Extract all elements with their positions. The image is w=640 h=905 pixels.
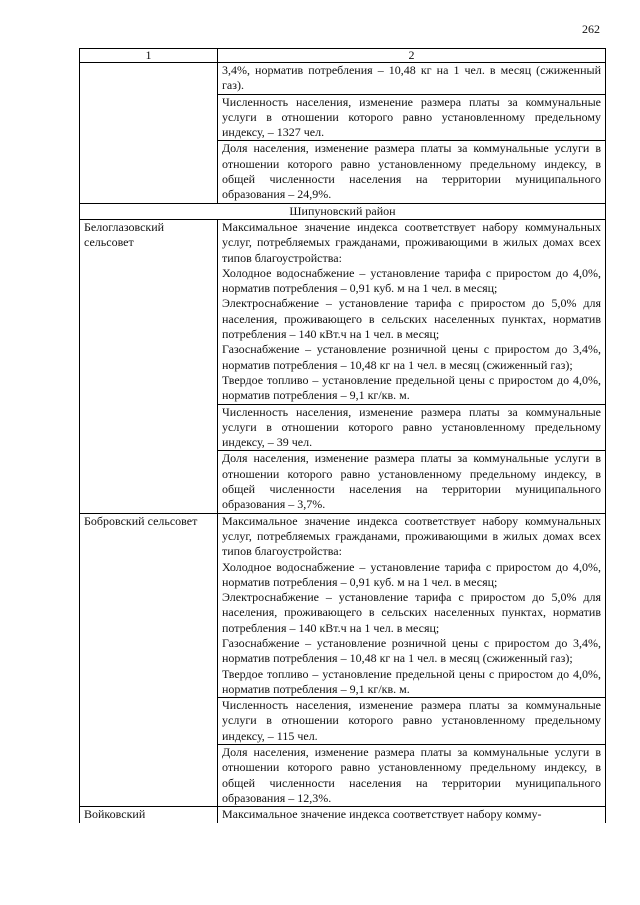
continuation-cell bbox=[218, 63, 606, 204]
index-description: Максимальное значение индекса соответствует набору комму- bbox=[222, 807, 542, 822]
municipality-details bbox=[218, 513, 606, 807]
table-row bbox=[80, 219, 606, 513]
municipality-name: Бобровский сельсовет bbox=[80, 513, 218, 807]
column-number-2: 2 bbox=[218, 49, 606, 63]
municipality-name: Белоглазовский сельсовет bbox=[80, 219, 218, 513]
continuation-row bbox=[80, 63, 606, 204]
municipality-details bbox=[218, 219, 606, 513]
region-title: Шипуновский район bbox=[80, 203, 606, 219]
municipality-details bbox=[218, 807, 606, 823]
continuation-paragraph: Численность населения, изменение размера платы за коммунальные услуги в отношении которого равно установленному предельному индексу, – 1327 чел. bbox=[218, 94, 605, 141]
municipality-name: Войковский bbox=[80, 807, 218, 823]
index-description: Максимальное значение индекса соответствует набору коммунальных услуг, потребляемых гражданами, проживающими в жилых домах всех типов благоустройства: Холодное водоснабжение – установление тарифа с приростом до 4,0%, норматив потребления – 0,91 куб. м на 1 чел. в месяц; Электроснабжение – установление тарифа с приростом до 5,0% для населения, проживающего в сельских населенных пунктах, норматив потребления – 140 кВт.ч на 1 чел. в месяц; Газоснабжение – установление розничной цены с приростом до 3,4%, норматив потребления – 10,48 кг на 1 чел. в месяц (сжиженный газ); Твердое топливо – установление предельной цены с приростом до 4,0%, норматив потребления – 9,1 кг/кв. м. bbox=[222, 513, 601, 696]
population-share: Доля населения, изменение размера платы за коммунальные услуги в отношении которого равно установленному предельному индексу, в общей численности населения на территории муниципального образования – 3,7%. bbox=[218, 450, 605, 512]
population-count: Численность населения, изменение размера платы за коммунальные услуги в отношении которого равно установленному предельному индексу, – 39 чел. bbox=[218, 404, 605, 451]
population-share: Доля населения, изменение размера платы за коммунальные услуги в отношении которого равно установленному предельному индексу, в общей численности населения на территории муниципального образования – 12,3%. bbox=[218, 744, 605, 806]
table-row bbox=[80, 807, 606, 823]
index-description: Максимальное значение индекса соответствует набору коммунальных услуг, потребляемых гражданами, проживающими в жилых домах всех типов благоустройства: Холодное водоснабжение – установление тарифа с приростом до 4,0%, норматив потребления – 0,91 куб. м на 1 чел. в месяц; Электроснабжение – установление тарифа с приростом до 5,0% для населения, проживающего в сельских населенных пунктах, норматив потребления – 140 кВт.ч на 1 чел. в месяц; Газоснабжение – установление розничной цены с приростом до 3,4%, норматив потребления – 10,48 кг на 1 чел. в месяц (сжиженный газ); Твердое топливо – установление предельной цены с приростом до 4,0%, норматив потребления – 9,1 кг/кв. м. bbox=[222, 219, 601, 403]
tariff-table bbox=[79, 48, 606, 823]
population-count: Численность населения, изменение размера платы за коммунальные услуги в отношении которого равно установленному предельному индексу, – 115 чел. bbox=[218, 697, 605, 744]
continuation-label-cell bbox=[80, 63, 218, 204]
column-number-1: 1 bbox=[80, 49, 218, 63]
page-number: 262 bbox=[582, 22, 600, 36]
continuation-paragraph: 3,4%, норматив потребления – 10,48 кг на 1 чел. в месяц (сжиженный газ). bbox=[222, 63, 601, 93]
table-header-row bbox=[80, 49, 606, 63]
table-row bbox=[80, 513, 606, 807]
region-row bbox=[80, 203, 606, 219]
continuation-paragraph: Доля населения, изменение размера платы за коммунальные услуги в отношении которого равно установленному предельному индексу, в общей численности населения на территории муниципального образования – 24,9%. bbox=[218, 140, 605, 202]
